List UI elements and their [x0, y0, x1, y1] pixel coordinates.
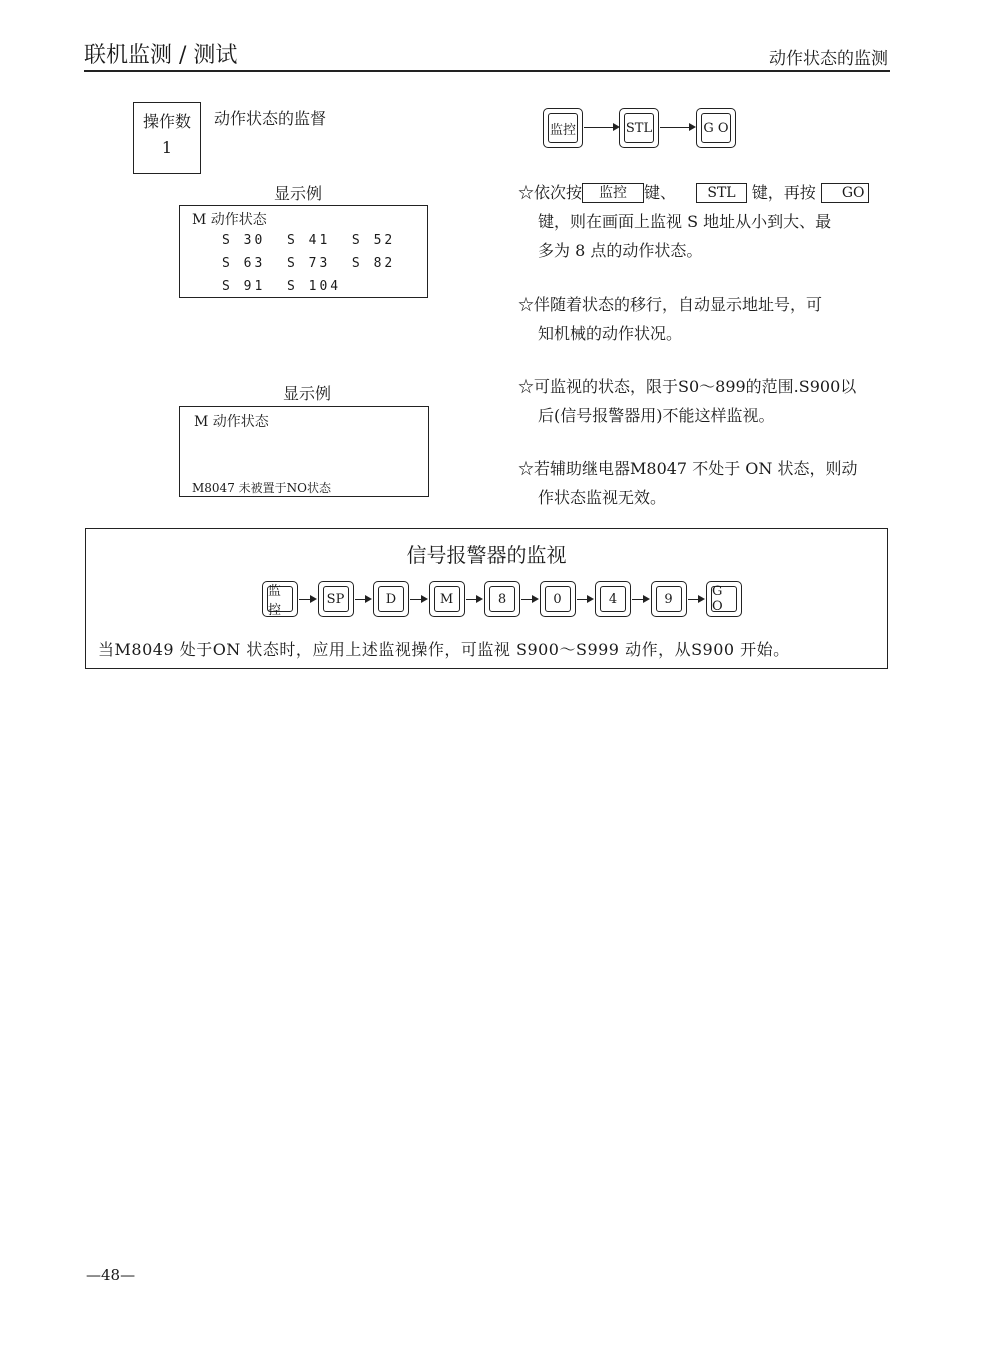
note-1 [518, 178, 892, 265]
display-head-2: M 动作状态 [194, 414, 269, 430]
go-key-label: G O [701, 113, 731, 143]
note-4 [518, 454, 892, 512]
arrow-icon [577, 599, 593, 600]
note-1-text: 键，再按 [751, 183, 816, 202]
note-2-line-2: 知机械的动作状况。 [538, 324, 683, 343]
arrow-icon [584, 127, 618, 128]
digit-9-key[interactable] [651, 581, 687, 617]
note-4-line-2: 作状态监视无效。 [538, 488, 667, 507]
digit-9-key-label: 9 [656, 586, 682, 612]
monitor-key-label: 监控 [548, 113, 578, 143]
sp-key[interactable] [318, 581, 354, 617]
sp-key-label: SP [323, 586, 349, 612]
arrow-icon [521, 599, 537, 600]
display-footer-2: M8047 未被置于NO状态 [192, 481, 331, 495]
stl-key-label: STL [624, 113, 654, 143]
stl-key[interactable] [619, 108, 659, 148]
display-caption-2: 显示例 [283, 384, 332, 403]
arrow-icon [410, 599, 426, 600]
operation-label: 操作数 [142, 112, 191, 131]
signal-alarm-title: 信号报警器的监视 [406, 543, 567, 567]
display-example-1 [179, 205, 428, 298]
digit-8-key[interactable] [484, 581, 520, 617]
display-caption-1: 显示例 [274, 184, 323, 203]
arrow-icon [299, 599, 315, 600]
note-3 [518, 372, 892, 430]
inline-monitor-key: 监控 [582, 183, 644, 203]
d-key-label: D [378, 586, 404, 612]
note-1-line-2: 键，则在画面上监视 S 地址从小到大、最 [538, 212, 832, 231]
m-key-label: M [434, 586, 460, 612]
operation-title: 动作状态的监督 [214, 109, 327, 128]
display-head-1: M 动作状态 [192, 212, 267, 228]
inline-go-key: GO [821, 183, 870, 203]
signal-alarm-box [85, 528, 888, 669]
monitor-key-label: 监控 [267, 586, 293, 612]
arrow-icon [660, 127, 694, 128]
arrow-icon [688, 599, 704, 600]
display-row: S 91 S 104 [222, 279, 342, 294]
note-3-line-2: 后(信号报警器用)不能这样监视。 [538, 406, 775, 425]
note-1-prefix: ☆依次按 [518, 183, 583, 202]
note-1-text: 键、 [644, 183, 677, 202]
digit-4-key[interactable] [595, 581, 631, 617]
go-key[interactable] [706, 581, 742, 617]
arrow-icon [632, 599, 648, 600]
m-key[interactable] [429, 581, 465, 617]
digit-0-key[interactable] [540, 581, 576, 617]
digit-4-key-label: 4 [600, 586, 626, 612]
monitor-key[interactable] [543, 108, 583, 148]
note-3-line-1: ☆可监视的状态，限于S0～899的范围.S900以 [518, 377, 857, 396]
arrow-icon [355, 599, 371, 600]
note-4-line-1: ☆若辅助继电器M8047 不处于 ON 状态，则动 [518, 459, 858, 478]
operation-number-box [133, 102, 201, 174]
go-key-label: G O [711, 586, 737, 612]
section-title: 动作状态的监测 [769, 49, 888, 69]
signal-alarm-note: 当M8049 处于ON 状态时，应用上述监视操作，可监视 S900～S999 动作，从S900 开始。 [98, 640, 790, 659]
note-1-line-1 [518, 178, 892, 207]
display-example-2 [179, 406, 429, 497]
d-key[interactable] [373, 581, 409, 617]
operation-number: 1 [161, 138, 173, 157]
monitor-key[interactable] [262, 581, 298, 617]
display-row: S 30 S 41 S 52 [222, 233, 396, 248]
note-1-line-3: 多为 8 点的动作状态。 [538, 241, 703, 260]
digit-0-key-label: 0 [545, 586, 571, 612]
inline-stl-key: STL [696, 183, 746, 203]
go-key[interactable] [696, 108, 736, 148]
page-number: —48— [86, 1266, 136, 1284]
page-title: 联机监测 / 测试 [84, 43, 238, 68]
header-rule [84, 70, 890, 72]
digit-8-key-label: 8 [489, 586, 515, 612]
display-row: S 63 S 73 S 82 [222, 256, 396, 271]
note-2 [518, 290, 892, 348]
note-2-line-1: ☆伴随着状态的移行，自动显示地址号，可 [518, 295, 823, 314]
arrow-icon [466, 599, 482, 600]
